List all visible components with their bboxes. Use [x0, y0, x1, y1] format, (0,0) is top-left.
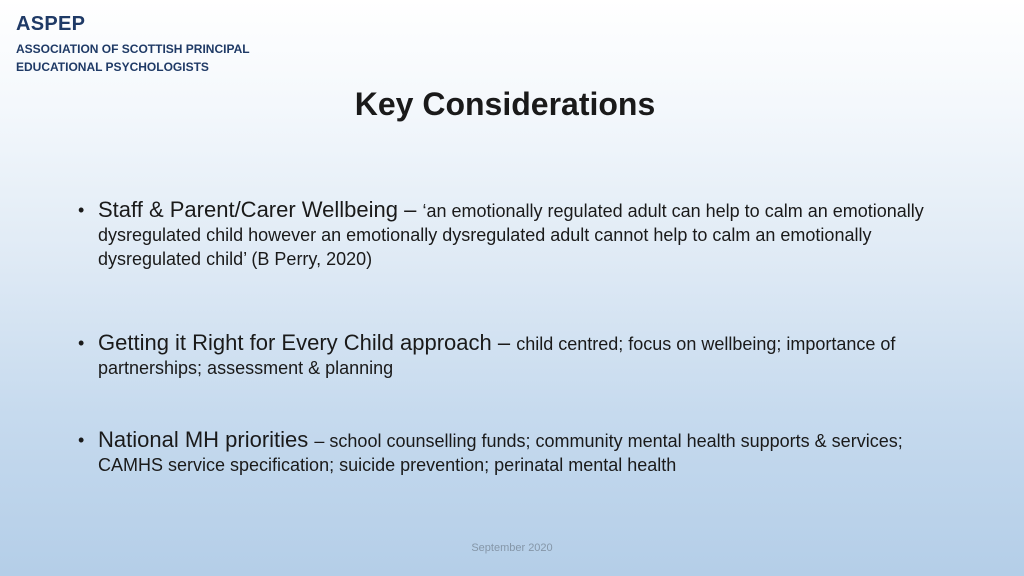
aspep-logo: [16, 12, 250, 76]
bullet-dot-icon: •: [78, 333, 85, 353]
bullet-item: [76, 428, 956, 477]
bullet-text: – school counselling funds; community mental health supports & services; CAMHS service specification; suicide prevention; perinatal mental health: [98, 431, 903, 475]
footer-date: September 2020: [471, 542, 553, 554]
logo-subtitle-line1: ASSOCIATION OF SCOTTISH PRINCIPAL: [16, 42, 250, 56]
bullet-text: ‘an emotionally regulated adult can help to calm an emotionally dysregulated child however an emotionally dysregulated adult cannot help to calm an emotionally dysregulated child’ (B Perry, 2020): [98, 201, 924, 269]
logo-subtitle: [16, 40, 250, 76]
bullet-lead: National MH priorities: [98, 427, 315, 452]
bullet-list: [76, 198, 956, 477]
bullet-dot-icon: •: [78, 200, 85, 220]
logo-name: ASPEP: [16, 13, 86, 35]
bullet-item: [76, 198, 956, 271]
bullet-lead: Getting it Right for Every Child approach –: [98, 330, 517, 355]
bullet-item: [76, 331, 956, 380]
bullet-text: child centred; focus on wellbeing; importance of partnerships; assessment & planning: [98, 334, 896, 378]
slide-title: Key Considerations: [354, 86, 656, 122]
logo-subtitle-line2: EDUCATIONAL PSYCHOLOGISTS: [16, 60, 209, 74]
bullet-dot-icon: •: [78, 430, 85, 450]
bullet-lead: Staff & Parent/Carer Wellbeing –: [98, 197, 423, 222]
